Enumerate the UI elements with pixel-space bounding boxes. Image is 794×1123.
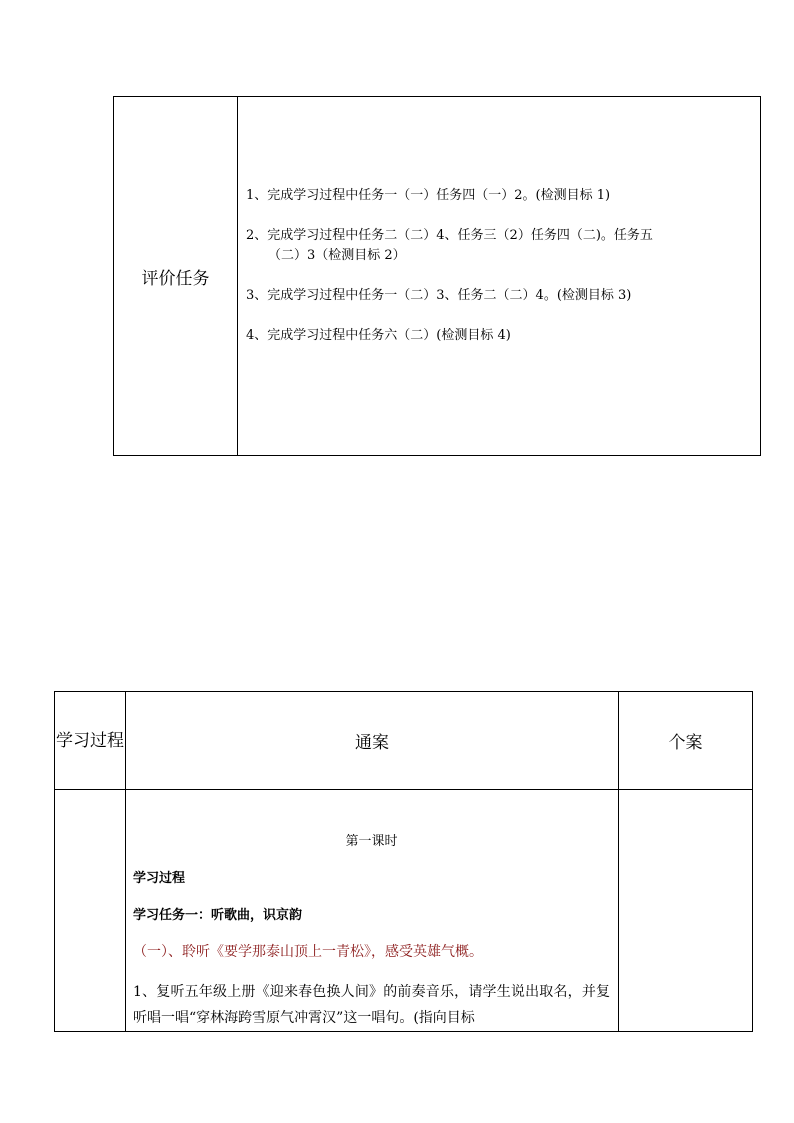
evaluation-item-3: 3、完成学习过程中任务一（二）3、任务二（二）4。(检测目标 3) <box>246 288 632 303</box>
evaluation-content <box>238 97 761 456</box>
process-empty-cell <box>55 790 126 1032</box>
header-common-plan: 通案 <box>126 692 619 790</box>
lesson-title: 第一课时 <box>345 834 398 849</box>
learning-process-table <box>54 691 753 1032</box>
common-plan-cell <box>126 790 619 1032</box>
individual-plan-cell <box>619 790 753 1032</box>
evaluation-item-2-line1: 2、完成学习过程中任务二（二）4、任务三（2）任务四（二)。任务五 <box>246 228 653 243</box>
task-title: 学习任务一：听歌曲，识京韵 <box>133 908 303 923</box>
section-title: 学习过程 <box>133 871 186 886</box>
evaluation-row <box>114 97 761 456</box>
body-row <box>55 790 753 1032</box>
task-paragraph: 1、复听五年级上册《迎来春色换人间》的前奏音乐，请学生说出取名，并复听唱一唱“穿林海跨雪原气冲霄汉”这一唱句。(指向目标 <box>133 984 610 1026</box>
evaluation-item-2 <box>246 226 754 266</box>
header-row <box>55 692 753 790</box>
evaluation-item-1: 1、完成学习过程中任务一（一）任务四（一）2。(检测目标 1) <box>246 188 611 203</box>
evaluation-item-2-line2: （二）3（检测目标 2） <box>268 248 406 263</box>
evaluation-item-4: 4、完成学习过程中任务六（二）(检测目标 4) <box>246 328 511 343</box>
sub-task-title: （一）、聆听《要学那泰山顶上一青松》，感受英雄气概。 <box>133 944 483 960</box>
evaluation-table <box>113 96 761 456</box>
header-learning-process: 学习过程 <box>55 692 126 790</box>
evaluation-label: 评价任务 <box>114 97 238 456</box>
header-individual-plan: 个案 <box>619 692 753 790</box>
evaluation-task-list <box>246 186 754 346</box>
